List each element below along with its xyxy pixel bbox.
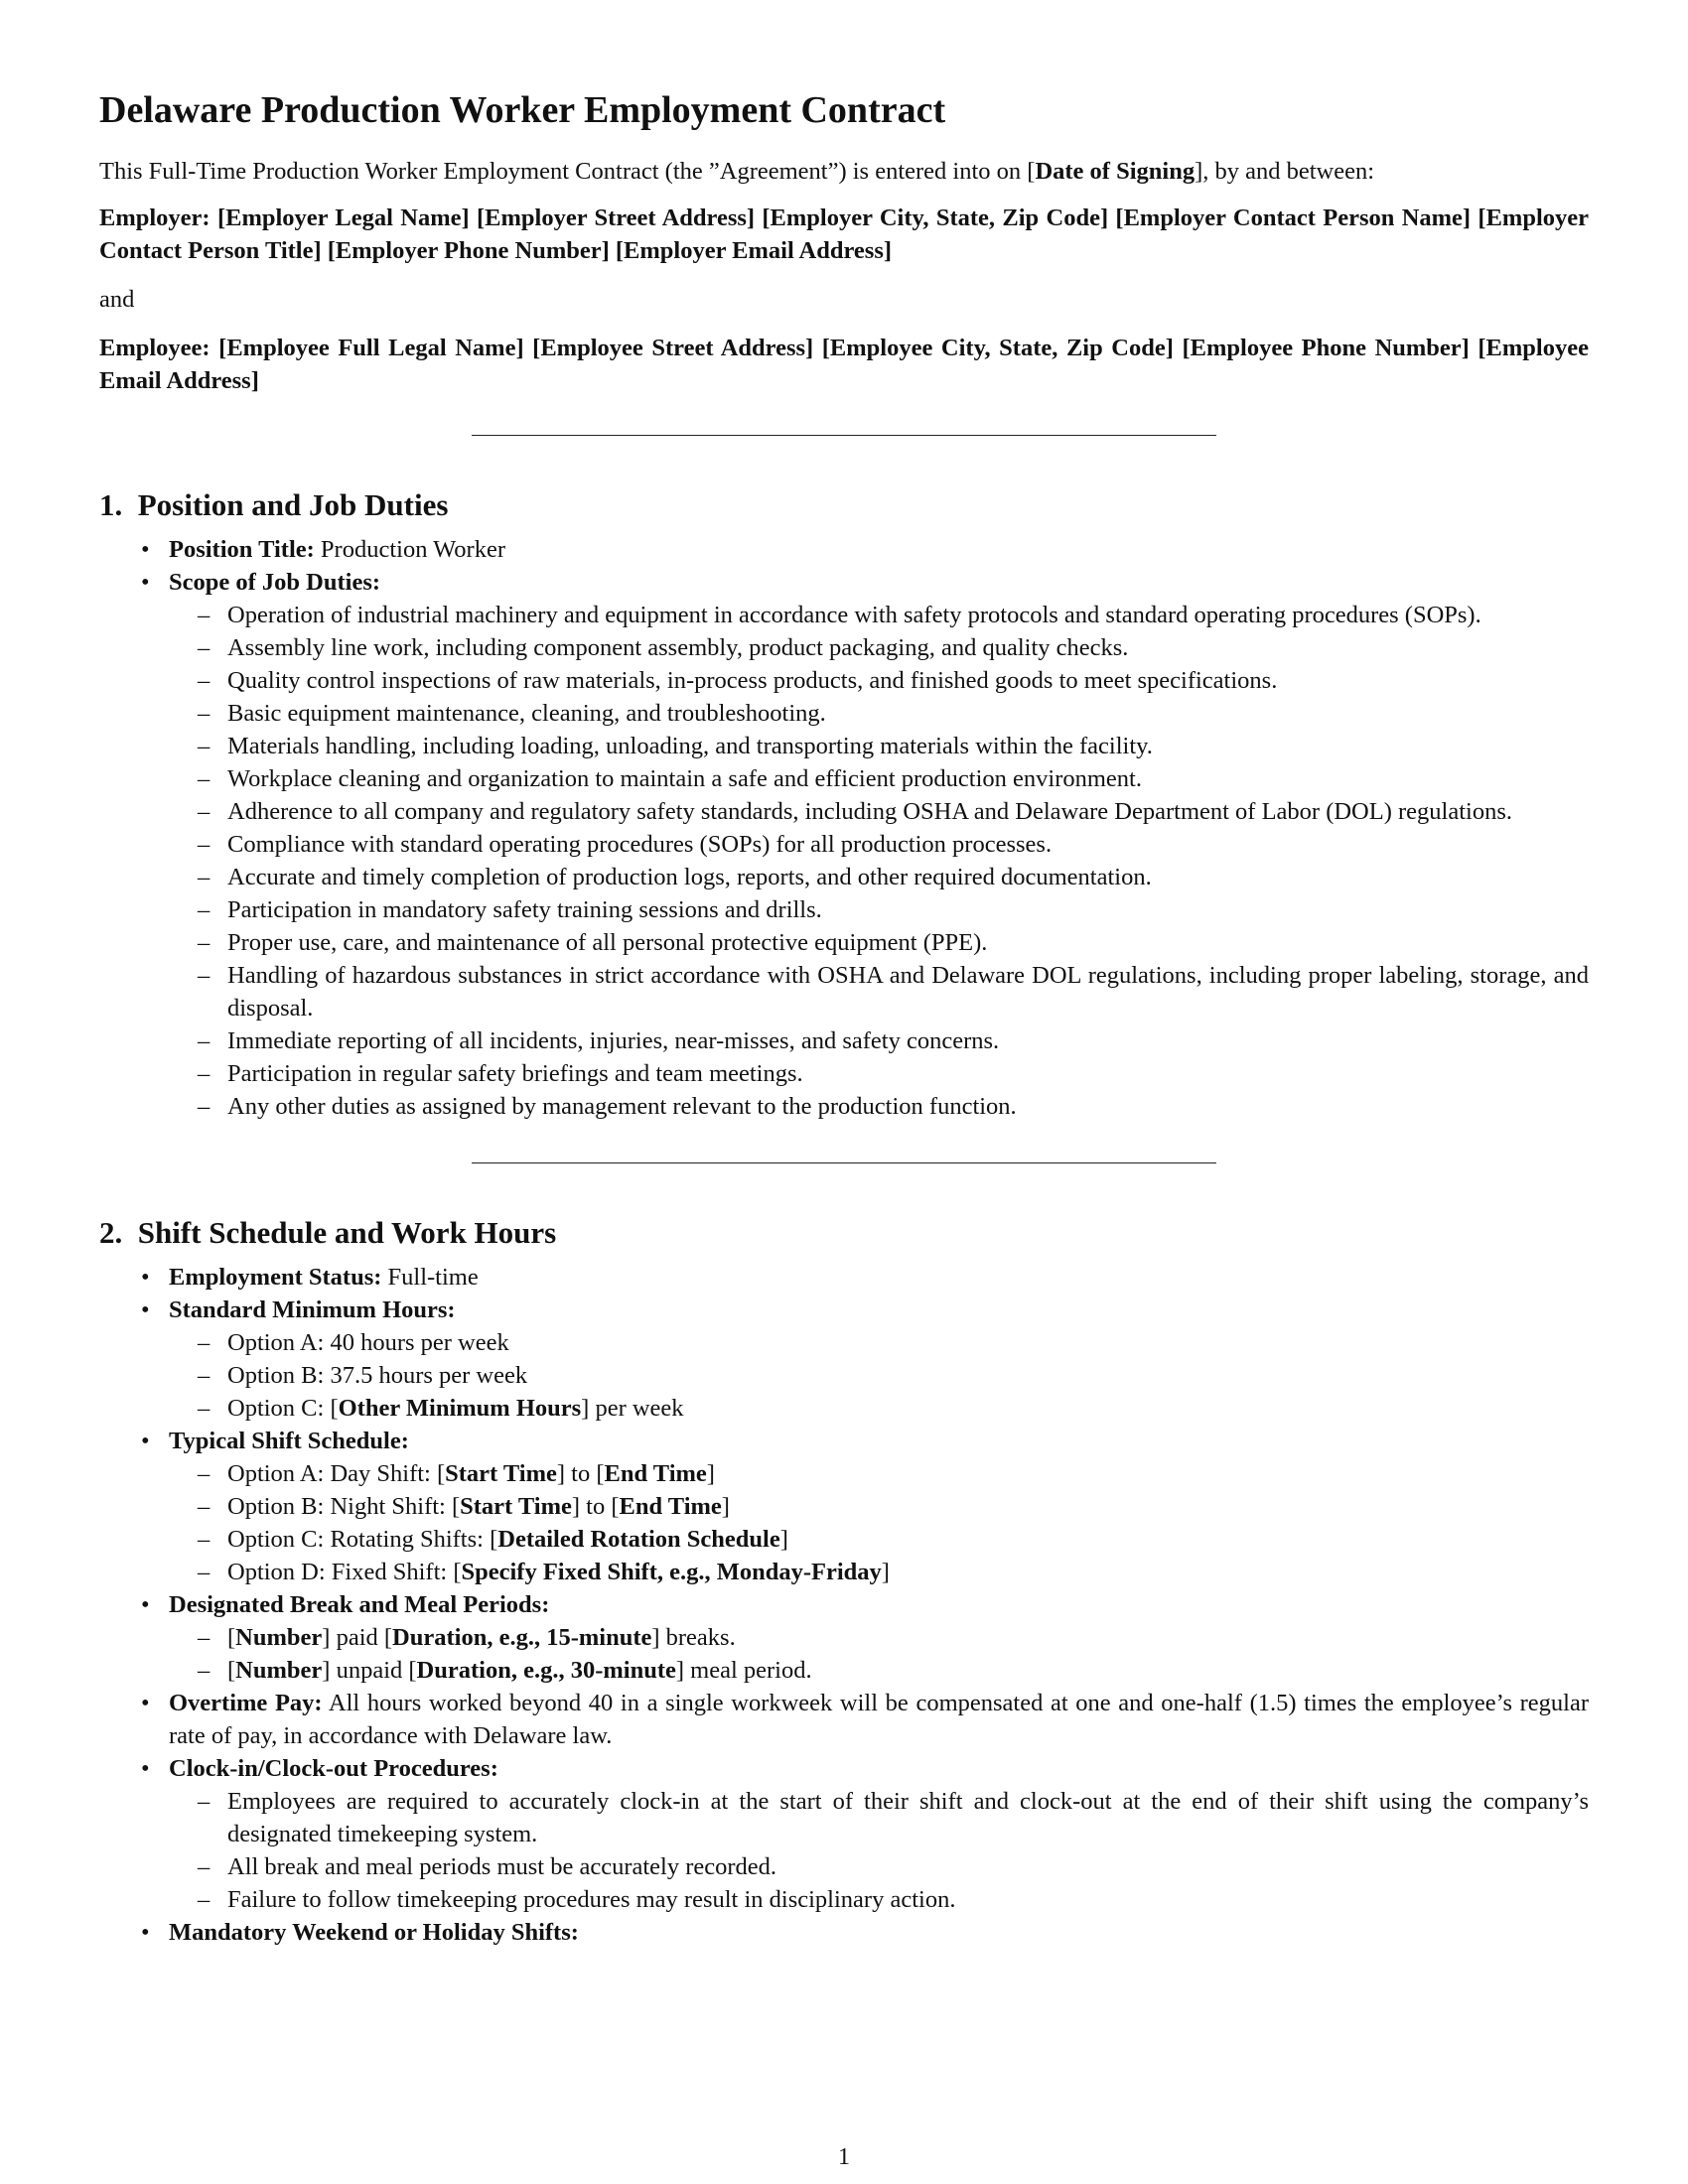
duty-item: – Assembly line work, including component assembly, product packaging, and quality checks. bbox=[198, 634, 1129, 661]
list-item: • Overtime Pay: All hours worked beyond 40 in a single workweek will be compensated at one and one-half (1.5) times the employee’s regular rate of pay, in accordance with Delaware law. bbox=[99, 1687, 1589, 1752]
clock-items bbox=[169, 1785, 1589, 1916]
duty-item: – Handling of hazardous substances in strict accordance with OSHA and Delaware DOL regulations, including proper labeling, storage, and disposal. bbox=[198, 962, 1589, 1022]
list-item: • Mandatory Weekend or Holiday Shifts: bbox=[99, 1916, 1589, 1949]
document-page bbox=[99, 87, 1589, 1949]
employer-details: [Employer Legal Name] [Employer Street Address] [Employer City, State, Zip Code] [Employer Contact Person Name] [Employer Contact Person Title] [Employer Phone Number] [Employer Email Address] bbox=[99, 205, 1590, 264]
duty-item: – Accurate and timely completion of production logs, reports, and other required documentation. bbox=[198, 864, 1152, 890]
duty-item: – Workplace cleaning and organization to maintain a safe and efficient production environment. bbox=[198, 765, 1142, 792]
option-item: – [Number] paid [Duration, e.g., 15-minute] breaks. bbox=[198, 1624, 736, 1651]
section-2-list bbox=[99, 1261, 1589, 1949]
employee-details: [Employee Full Legal Name] [Employee Street Address] [Employee City, State, Zip Code] [Employee Phone Number] [Employee Email Address] bbox=[99, 335, 1589, 394]
bullet-icon: • bbox=[141, 1755, 150, 1782]
option-item: – Failure to follow timekeeping procedures may result in disciplinary action. bbox=[198, 1886, 956, 1913]
duty-item: – Proper use, care, and maintenance of all personal protective equipment (PPE). bbox=[198, 929, 988, 956]
section-divider bbox=[472, 435, 1216, 436]
duty-item: – Participation in regular safety briefings and team meetings. bbox=[198, 1060, 803, 1087]
section-2-heading: 2. Shift Schedule and Work Hours bbox=[99, 1215, 557, 1250]
option-item: – Option A: 40 hours per week bbox=[198, 1329, 509, 1356]
option-item: – Option A: Day Shift: [Start Time] to [End Time] bbox=[198, 1460, 715, 1487]
option-item: – Option B: Night Shift: [Start Time] to [End Time] bbox=[198, 1493, 730, 1520]
option-item: – Employees are required to accurately clock-in at the start of their shift and clock-out at the end of their shift using the company’s designated timekeeping system. bbox=[198, 1788, 1589, 1847]
list-item: • Scope of Job Duties: – Operation of industrial machinery and equipment in accordance with safety protocols and standard operating procedures (SOPs). – Assembly line work, including component assembly, product packaging, and quality checks. – Quality control inspections of raw materials, in-process products, and finished goods to meet specifications. – Basic equipment maintenance, cleaning, and troubleshooting. – Materials handling, including loading, unloading, and transporting materials within the facility. – Workplace cleaning and organization to maintain a safe and efficient production environment. – Adherence to all company and regulatory safety standards, including OSHA and Delaware Department of Labor (DOL) regulations. – Compliance with standard operating procedures (SOPs) for all production processes. – Accurate and timely completion of production logs, reports, and other required documentation. – Participation in mandatory safety training sessions and drills. – Proper use, care, and maintenance of all personal protective equipment (PPE). – Handling of hazardous substances in strict accordance with OSHA and Delaware DOL regulations, including proper labeling, storage, and disposal. – Immediate reporting of all incidents, injuries, near-misses, and safety concerns. – Participation in regular safety briefings and team meetings. – Any other duties as assigned by management relevant to the production function. bbox=[99, 566, 1589, 1123]
duty-item: – Materials handling, including loading, unloading, and transporting materials within the facility. bbox=[198, 733, 1153, 759]
duty-item: – Immediate reporting of all incidents, injuries, near-misses, and safety concerns. bbox=[198, 1027, 1000, 1054]
list-item: • Employment Status: Full-time bbox=[99, 1261, 1589, 1294]
bullet-icon: • bbox=[141, 1428, 150, 1454]
date-of-signing-field: Date of Signing bbox=[1035, 158, 1196, 185]
bullet-icon: • bbox=[141, 1690, 150, 1716]
employee-label: Employee: bbox=[99, 335, 211, 361]
duty-item: – Quality control inspections of raw materials, in-process products, and finished goods to meet specifications. bbox=[198, 667, 1278, 694]
employer-block bbox=[99, 202, 1589, 267]
option-item: – [Number] unpaid [Duration, e.g., 30-minute] meal period. bbox=[198, 1657, 812, 1684]
bullet-icon: • bbox=[141, 1264, 150, 1291]
list-item: • Clock-in/Clock-out Procedures: – Employees are required to accurately clock-in at the start of their shift and clock-out at the end of their shift using the company’s designated timekeeping system. – All break and meal periods must be accurately recorded. – Failure to follow timekeeping procedures may result in disciplinary action. bbox=[99, 1752, 1589, 1916]
option-item: – Option B: 37.5 hours per week bbox=[198, 1362, 528, 1389]
list-item: • Typical Shift Schedule: – Option A: Day Shift: [Start Time] to [End Time] – Option B: Night Shift: [Start Time] to [End Time] – Option C: Rotating Shifts: [Detailed Rotation Schedule] – Option D: Fixed Shift: [Specify Fixed Shift, e.g., Monday-Friday] bbox=[99, 1425, 1589, 1588]
duties-list bbox=[169, 599, 1589, 1123]
duty-item: – Compliance with standard operating procedures (SOPs) for all production processes. bbox=[198, 831, 1053, 858]
duty-item: – Adherence to all company and regulatory safety standards, including OSHA and Delaware Department of Labor (DOL) regulations. bbox=[198, 798, 1512, 825]
section-divider bbox=[472, 1162, 1216, 1163]
bullet-icon: • bbox=[141, 1591, 150, 1618]
intro-paragraph: This Full-Time Production Worker Employment Contract (the ”Agreement”) is entered into on [Date of Signing], by and between: bbox=[99, 158, 1375, 185]
and-text: and bbox=[99, 286, 135, 313]
option-item: – All break and meal periods must be accurately recorded. bbox=[198, 1853, 777, 1880]
list-item: • Designated Break and Meal Periods: – [Number] paid [Duration, e.g., 15-minute] breaks. – [Number] unpaid [Duration, e.g., 30-minute] meal period. bbox=[99, 1588, 1589, 1687]
employee-block bbox=[99, 332, 1589, 397]
bullet-icon: • bbox=[141, 569, 150, 596]
option-item: – Option C: [Other Minimum Hours] per week bbox=[198, 1395, 684, 1422]
min-hours-options bbox=[169, 1326, 1589, 1425]
section-1-heading: 1. Position and Job Duties bbox=[99, 487, 449, 522]
break-options bbox=[169, 1621, 1589, 1687]
option-item: – Option C: Rotating Shifts: [Detailed Rotation Schedule] bbox=[198, 1526, 788, 1553]
bullet-icon: • bbox=[141, 1919, 150, 1946]
duty-item: – Operation of industrial machinery and equipment in accordance with safety protocols and standard operating procedures (SOPs). bbox=[198, 602, 1481, 628]
bullet-icon: • bbox=[141, 1297, 150, 1323]
option-item: – Option D: Fixed Shift: [Specify Fixed Shift, e.g., Monday-Friday] bbox=[198, 1559, 890, 1585]
shift-options bbox=[169, 1457, 1589, 1588]
bullet-icon: • bbox=[141, 536, 150, 563]
section-1-list bbox=[99, 533, 1589, 1123]
duty-item: – Participation in mandatory safety training sessions and drills. bbox=[198, 896, 822, 923]
list-item: • Standard Minimum Hours: – Option A: 40 hours per week – Option B: 37.5 hours per week – Option C: [Other Minimum Hours] per week bbox=[99, 1294, 1589, 1425]
employer-label: Employer: bbox=[99, 205, 211, 231]
duty-item: – Basic equipment maintenance, cleaning, and troubleshooting. bbox=[198, 700, 826, 727]
list-item: • Position Title: Production Worker bbox=[99, 533, 1589, 566]
document-title: Delaware Production Worker Employment Contract bbox=[99, 89, 946, 131]
duty-item: – Any other duties as assigned by management relevant to the production function. bbox=[198, 1093, 1017, 1120]
page-number: 1 bbox=[838, 2144, 850, 2170]
